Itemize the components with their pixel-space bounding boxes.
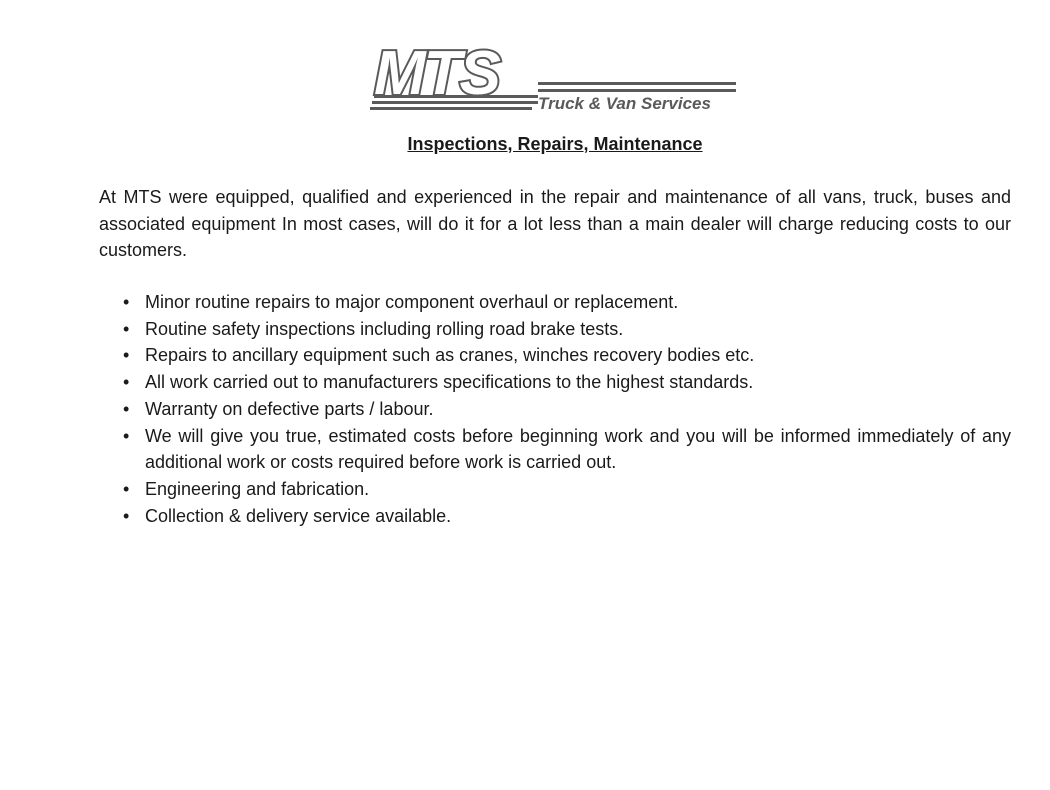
list-item-text: We will give you true, estimated costs before beginning work and you will be informed immediately of any additional work or costs required before work is carried out. [145,425,1011,473]
mts-logo-graphic [370,44,740,116]
list-item [99,289,1011,316]
logo-brand-text: MTS [374,44,499,108]
list-item [99,503,1011,530]
list-item [99,316,1011,343]
list-item-text: Engineering and fabrication. [145,478,370,499]
intro-paragraph: At MTS were equipped, qualified and experienced in the repair and maintenance of all vans, truck, buses and associated equipment In most cases, will do it for a lot less than a main dealer will charge reducing costs to our customers. [99,187,1011,260]
list-item [99,476,1011,503]
bullet-icon: • [123,345,130,366]
page-title: Inspections, Repairs, Maintenance [407,134,703,154]
list-item [99,423,1011,476]
services-list [99,289,1011,529]
bullet-icon: • [123,398,130,419]
bullet-icon: • [123,318,130,339]
list-item-text: Warranty on defective parts / labour. [145,398,434,419]
mts-logo [370,44,740,116]
list-item-text: All work carried out to manufacturers specifications to the highest standards. [145,372,754,393]
logo-tagline-text: Truck & Van Services [538,94,711,113]
list-item-text: Minor routine repairs to major component overhaul or replacement. [145,292,679,312]
bullet-icon: • [123,425,130,446]
bullet-icon: • [123,505,130,526]
bullet-icon: • [123,478,130,499]
bullet-icon: • [123,292,130,312]
list-item [99,369,1011,396]
list-item [99,342,1011,369]
list-item-text: Repairs to ancillary equipment such as cranes, winches recovery bodies etc. [145,345,755,366]
bullet-icon: • [123,372,130,393]
list-item-text: Collection & delivery service available. [145,505,452,526]
list-item [99,396,1011,423]
list-item-text: Routine safety inspections including rolling road brake tests. [145,318,624,339]
